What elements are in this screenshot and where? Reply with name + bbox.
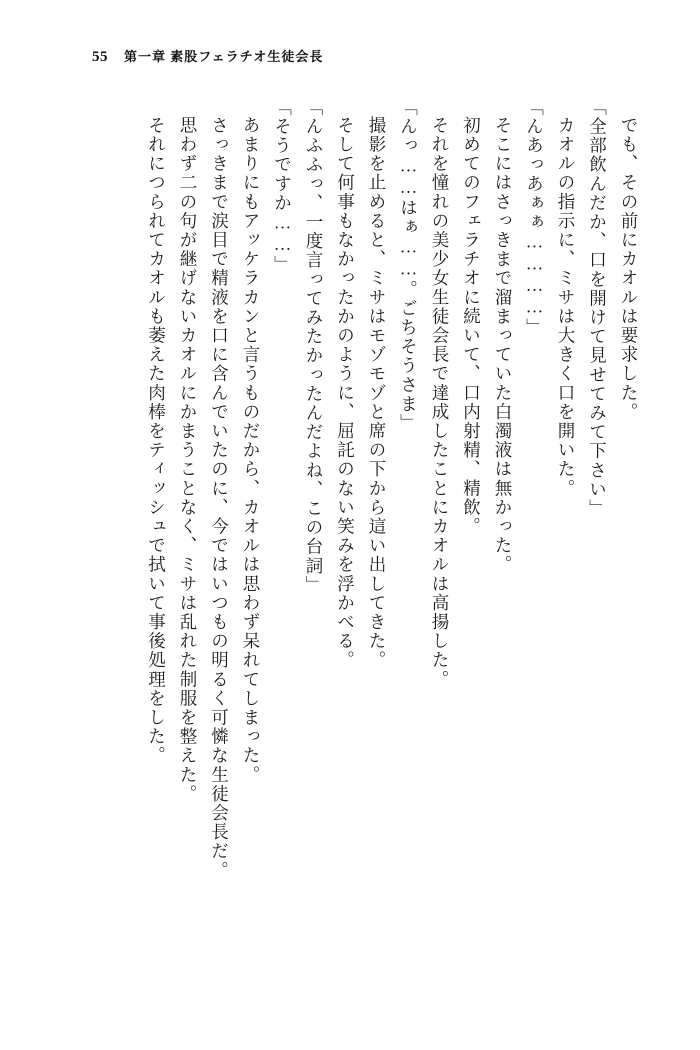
paragraph: それにつられてカオルも萎えた肉棒をティッシュで拭いて事後処理をした。	[146, 115, 167, 765]
paragraph: でも、その前にカオルは要求した。	[619, 115, 639, 422]
paragraph: あまりにもアッケラカンと言うものだから、カオルは思わず呆れてしまった。	[241, 115, 261, 784]
chapter-title: 第一章 素股フェラチオ生徒会長	[124, 49, 324, 64]
paragraph: 「んふふっ、一度言ってみたかったんだよね、この台詞」	[304, 98, 324, 595]
paragraph: 「そうですか……」	[272, 98, 293, 275]
paragraph: さっきまで涙目で精液を口に含んでいたのに、今ではいつもの明るく可憐な生徒会長だ。	[209, 115, 230, 880]
paragraph: 「全部飲んだか、口を開けて見せてみて下さい」	[587, 98, 608, 519]
paragraph: そこにはさっきまで溜まっていた白濁液は無かった。	[493, 115, 513, 574]
running-head	[0, 46, 700, 66]
paragraph: 「んあっあぁぁ…………」	[524, 98, 545, 338]
paragraph: カオルの指示に、ミサは大きく口を開いた。	[556, 115, 576, 498]
body-text-area	[56, 98, 644, 1010]
paragraph: そして何事もなかったかのように、屈託のない笑みを浮かべる。	[335, 115, 356, 670]
paragraph: 「んっ……はぁ……。ごちそうさま」	[398, 98, 419, 433]
vertical-text-block	[140, 98, 644, 1010]
page-number: 55	[92, 49, 108, 65]
paragraph: それを憧れの美少女生徒会長で達成したことにカオルは高揚した。	[430, 115, 450, 689]
paragraph: 撮影を止めると、ミサはモゾモゾと席の下から這い出してきた。	[367, 115, 387, 670]
paragraph: 思わず二の句が継げないカオルにかまうことなく、ミサは乱れた制服を整えた。	[178, 115, 198, 804]
paragraph: 初めてのフェラチオに続いて、口内射精、精飲。	[461, 115, 482, 536]
